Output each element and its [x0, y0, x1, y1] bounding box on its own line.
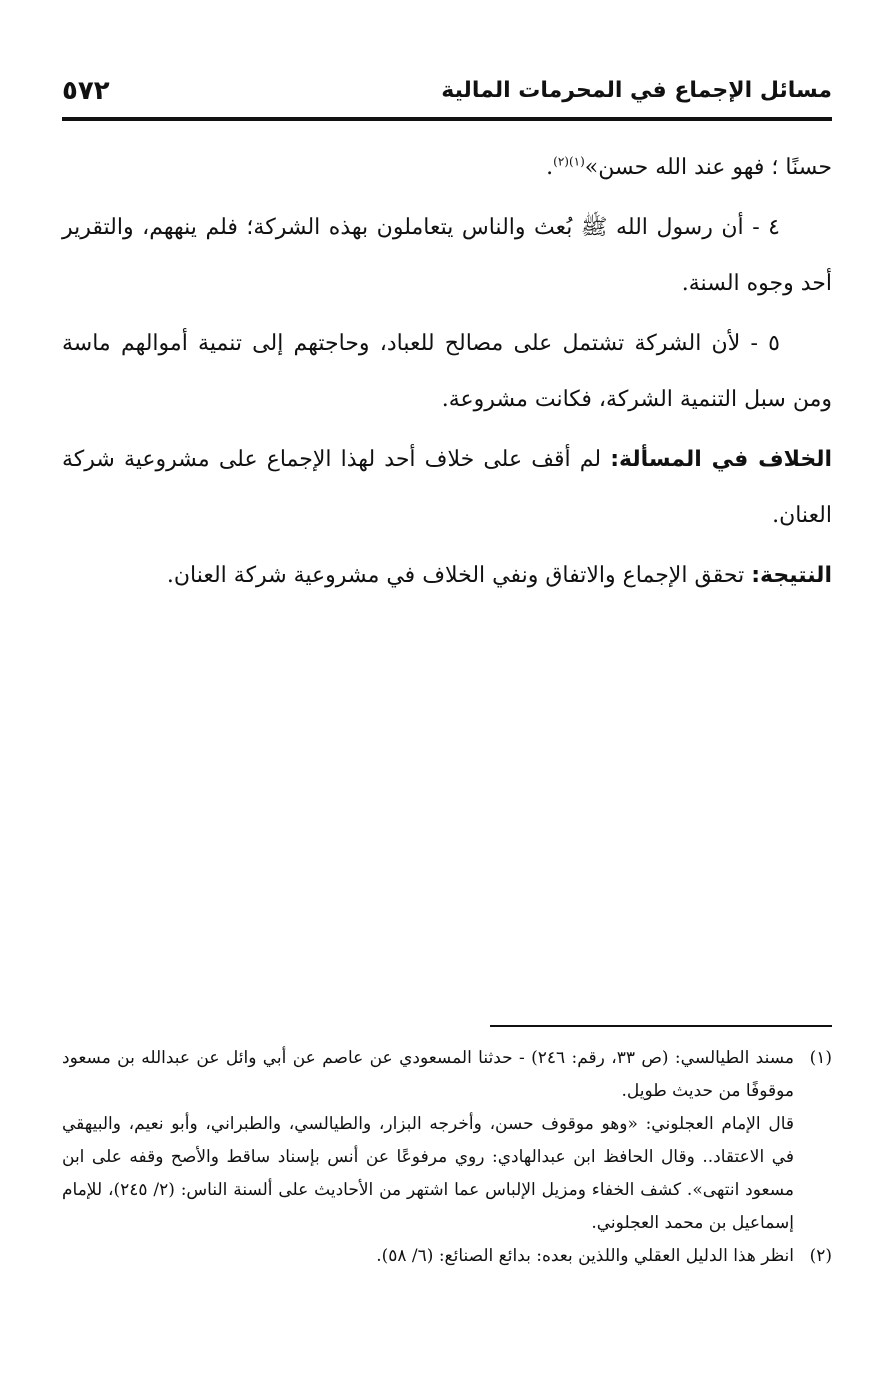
dispute-paragraph: [62, 432, 832, 544]
dispute-text: لم أقف على خلاف أحد لهذا الإجماع على مشروعية شركة العنان.: [62, 447, 832, 528]
result-paragraph: [62, 548, 832, 604]
continuation-line: [62, 140, 832, 196]
page-number: ٥٧٢: [62, 76, 110, 106]
footnote-1: [62, 1042, 832, 1240]
footnotes: [62, 1042, 832, 1273]
running-header: [62, 70, 832, 116]
footnote-1-number: (١): [809, 1048, 832, 1068]
continuation-text: حسنًا ؛ فهو عند الله حسن»: [584, 155, 832, 180]
footnote-2: [62, 1240, 832, 1273]
dispute-label: الخلاف في المسألة:: [610, 447, 833, 472]
footnote-1-para-1: مسند الطيالسي: (ص ٣٣، رقم: ٢٤٦) - حدثنا المسعودي عن عاصم عن أبي وائل عن عبدالله بن مسعود موقوفًا من حديث طويل.: [62, 1048, 795, 1101]
item-4: [62, 200, 832, 312]
header-rule: [62, 117, 832, 121]
footnote-2-para-1: انظر هذا الدليل العقلي واللذين بعده: بدائع الصنائع: (٦/ ٥٨).: [376, 1246, 794, 1266]
header-title: مسائل الإجماع في المحرمات المالية: [441, 78, 832, 103]
footnote-1-para-2: قال الإمام العجلوني: «وهو موقوف حسن، وأخرجه البزار، والطيالسي، والطبراني، وأبو نعيم، والبيهقي في الاعتقاد.. وقال الحافظ ابن عبدالهادي: روي مرفوعًا عن أنس بإسناد ساقط والأصح وقفه على ابن مسعود انتهى». كشف الخفاء ومزيل الإلباس عما اشتهر من الأحاديث على ألسنة الناس: (٢/ ٢٤٥)، للإمام إسماعيل بن محمد العجلوني.: [62, 1114, 794, 1233]
result-text: تحقق الإجماع والاتفاق ونفي الخلاف في مشروعية شركة العنان.: [166, 563, 745, 588]
footnote-refs: (١)(٢): [553, 154, 585, 169]
main-text: [62, 140, 832, 604]
footnote-2-number: (٢): [809, 1246, 832, 1266]
continuation-end: .: [546, 155, 554, 180]
footnote-separator: [490, 1025, 832, 1027]
item-5: [62, 316, 832, 428]
item-5-text: ٥ - لأن الشركة تشتمل على مصالح للعباد، وحاجتهم إلى تنمية أموالهم ماسة ومن سبل التنمية الشركة، فكانت مشروعة.: [62, 331, 832, 412]
item-4-text: ٤ - أن رسول الله ﷺ بُعث والناس يتعاملون بهذه الشركة؛ فلم ينههم، والتقرير أحد وجوه السنة.: [62, 215, 832, 296]
result-label: النتيجة:: [751, 563, 832, 588]
